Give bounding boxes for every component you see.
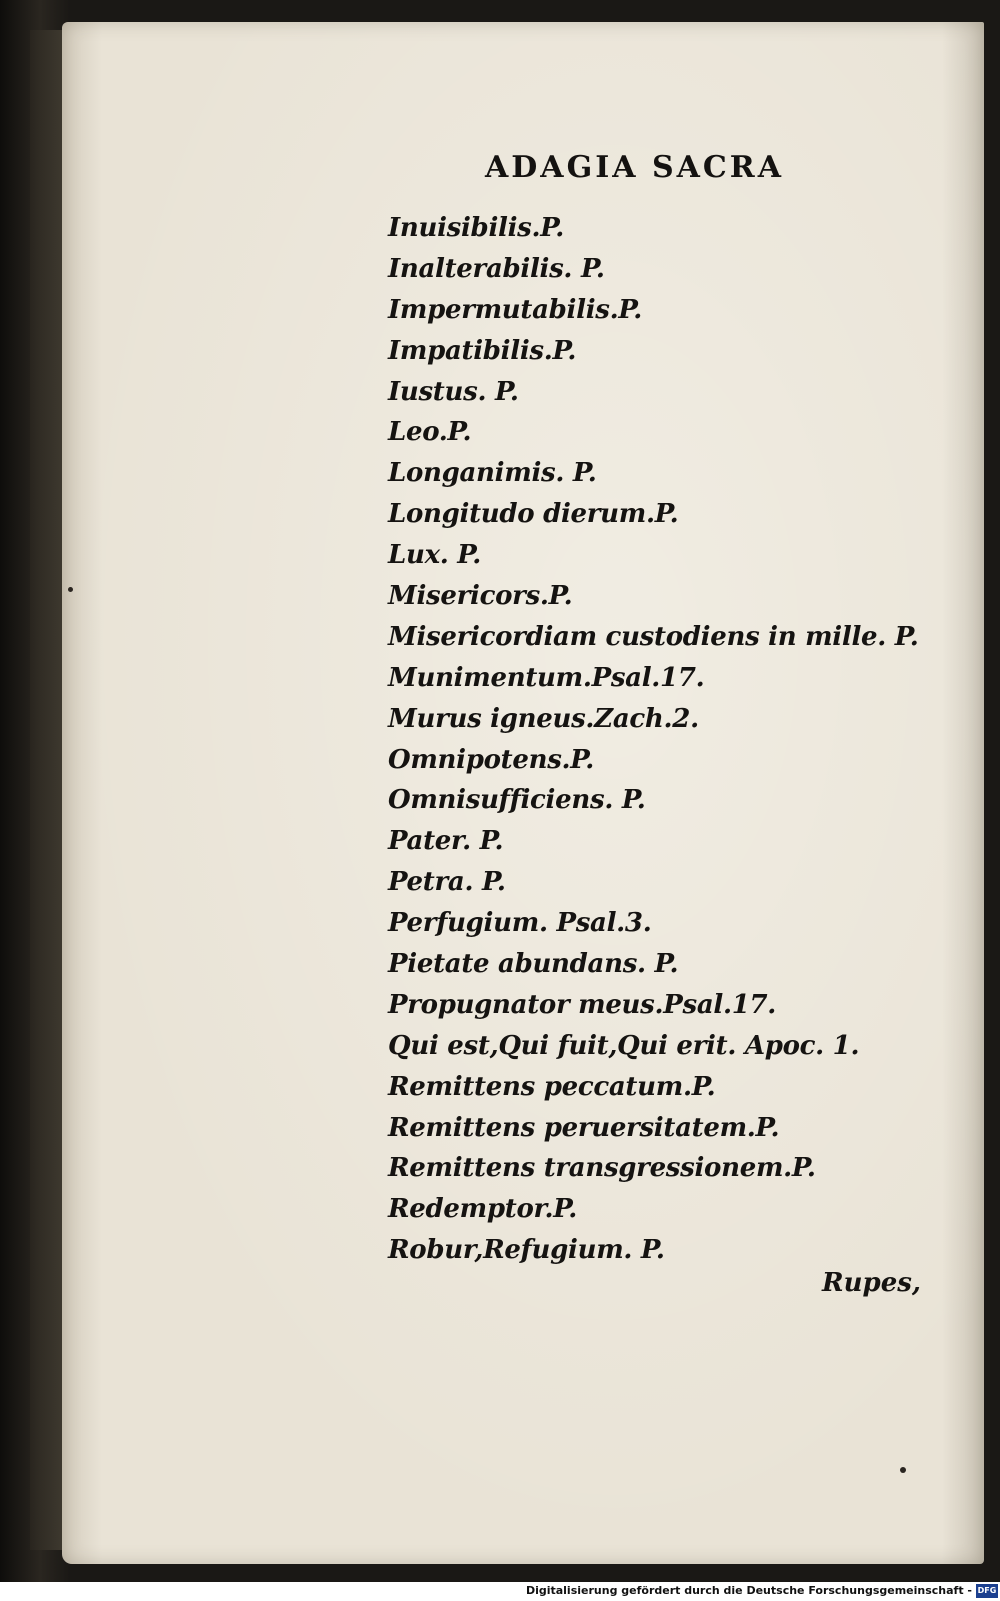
ink-speck xyxy=(900,1467,906,1473)
list-item: Lux. P. xyxy=(388,540,481,571)
list-item: Munimentum.Psal.17. xyxy=(388,662,705,693)
list-item: Omnipotens.P. xyxy=(388,744,595,775)
list-item: Misericors.P. xyxy=(388,581,573,612)
digitization-footer xyxy=(0,1582,1000,1601)
list-item: Redemptor.P. xyxy=(388,1194,577,1225)
list-item: Impermutabilis.P. xyxy=(388,294,643,325)
list-item: Remittens peccatum.P. xyxy=(388,1071,716,1102)
list-item: Misericordiam custodiens in mille. P. xyxy=(388,621,919,652)
list-item: Propugnator meus.Psal.17. xyxy=(388,989,777,1020)
list-item: Qui est,Qui fuit,Qui erit. Apoc. 1. xyxy=(388,1030,860,1061)
list-item: Remittens peruersitatem.P. xyxy=(388,1112,780,1143)
list-item: Inuisibilis.P. xyxy=(388,213,564,243)
list-item: Omnisufficiens. P. xyxy=(388,785,646,816)
list-item: Longitudo dierum.P. xyxy=(388,499,679,530)
ink-speck xyxy=(68,587,73,592)
list-item: Petra. P. xyxy=(388,867,506,898)
dfg-logo-icon: DFG xyxy=(976,1584,998,1598)
list-item: Remittens transgressionem.P. xyxy=(388,1153,816,1184)
running-header: ADAGIA SACRA xyxy=(485,150,784,185)
list-item: Perfugium. Psal.3. xyxy=(388,908,652,939)
footer-credit: Digitalisierung gefördert durch die Deutsche Forschungsgemeinschaft - xyxy=(525,1584,972,1597)
list-item: Murus igneus.Zach.2. xyxy=(388,703,699,734)
list-item: Longanimis. P. xyxy=(388,458,597,489)
list-item: Leo.P. xyxy=(388,417,472,448)
list-item: Impatibilis.P. xyxy=(388,335,577,366)
list-item: Iustus. P. xyxy=(388,376,519,407)
list-item: Robur,Refugium. P. xyxy=(388,1235,665,1266)
entry-list xyxy=(388,208,918,1271)
catchword: Rupes, xyxy=(822,1268,921,1298)
list-item: Pietate abundans. P. xyxy=(388,949,679,980)
list-item: Pater. P. xyxy=(388,826,504,857)
list-item: Inalterabilis. P. xyxy=(388,253,605,284)
